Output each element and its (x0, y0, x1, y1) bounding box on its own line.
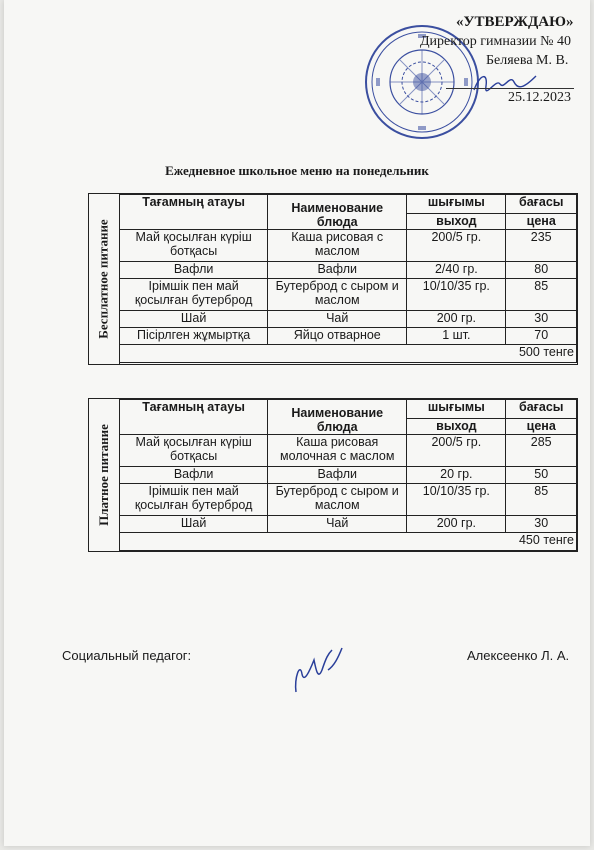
total-row (120, 533, 577, 551)
approval-position: Директор гимназии № 40 (420, 34, 571, 49)
header-yield-kz: шығымы (407, 400, 506, 419)
approval-name: Беляева М. В. (486, 53, 569, 68)
table-row: Май қосылған күріш ботқасы Каша рисовая с маслом 200/5 гр. 235 (120, 230, 577, 262)
header-price-kz: бағасы (506, 400, 577, 419)
header-yield-ru: выход (407, 214, 506, 230)
header-dish-ru: Наименование блюда (268, 400, 407, 435)
header-price-kz: бағасы (506, 195, 577, 214)
header-price-ru: цена (506, 419, 577, 435)
table-row: Шай Чай 200 гр. 30 (120, 311, 577, 328)
document-title: Ежедневное школьное меню на понедельник (165, 163, 429, 178)
paid-meal-label: Платное питание (89, 399, 120, 551)
approval-signature-line (446, 88, 574, 89)
paid-meal-block (88, 398, 578, 552)
header-dish-ru: Наименование блюда (268, 195, 407, 230)
social-pedagogue-signature-icon (288, 640, 348, 700)
total-row (120, 345, 577, 363)
table-row: Ірімшік пен май қосылған бутерброд Бутерброд с сыром и маслом 10/10/35 гр. 85 (120, 279, 577, 311)
free-meal-label: Бесплатное питание (89, 194, 120, 364)
header-dish-kz: Тағамның атауы (120, 400, 268, 435)
table-row: Пісірлген жұмыртқа Яйцо отварное 1 шт. 70 (120, 328, 577, 345)
footer-role: Социальный педагог: (62, 648, 192, 663)
paid-meal-table (119, 399, 577, 551)
footer-name: Алексеенко Л. А. (467, 648, 570, 663)
header-yield-kz: шығымы (407, 195, 506, 214)
free-meal-table (119, 194, 577, 363)
header-dish-kz: Тағамның атауы (120, 195, 268, 230)
free-meal-total: 500 тенге (120, 345, 577, 363)
header-yield-ru: выход (407, 419, 506, 435)
table-row: Вафли Вафли 20 гр. 50 (120, 467, 577, 484)
approval-title: «УТВЕРЖДАЮ» (456, 14, 574, 30)
approval-date: 25.12.2023 (508, 90, 571, 105)
header-price-ru: цена (506, 214, 577, 230)
table-row: Ірімшік пен май қосылған бутерброд Бутерброд с сыром и маслом 10/10/35 гр. 85 (120, 484, 577, 516)
table-row: Шай Чай 200 гр. 30 (120, 516, 577, 533)
table-row: Май қосылған күріш ботқасы Каша рисовая молочная с маслом 200/5 гр. 285 (120, 435, 577, 467)
table-row: Вафли Вафли 2/40 гр. 80 (120, 262, 577, 279)
paid-meal-total: 450 тенге (120, 533, 577, 551)
free-meal-block (88, 193, 578, 365)
